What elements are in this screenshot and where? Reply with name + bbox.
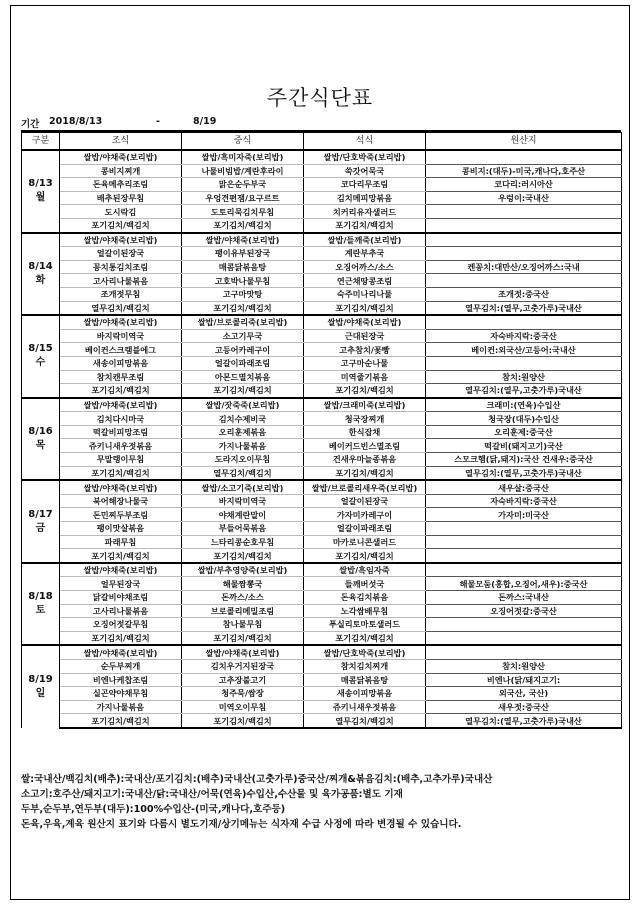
table-row (22, 205, 622, 219)
lunch-cell: 해물짬뽕국 (182, 577, 304, 591)
origin-cell: 떡갈비(돼지고기)국산 (426, 439, 622, 453)
day-of-week: 토 (35, 605, 46, 617)
origin-cell: 오징어젓갈:중국산 (426, 604, 622, 618)
day-of-week: 금 (35, 522, 46, 534)
breakfast-cell: 포기김치/백김치 (60, 549, 182, 563)
lunch-cell: 포기김치/백김치 (182, 301, 304, 315)
dinner-cell: 새송이피망볶음 (304, 687, 426, 701)
table-row (22, 714, 622, 728)
lunch-cell: 쌀밥/잣죽죽(보리밥) (182, 398, 304, 412)
dinner-cell: 베이커드빈스멸조림 (304, 439, 426, 453)
breakfast-cell: 도시락김 (60, 205, 182, 219)
table-row (22, 577, 622, 591)
menu-sheet (10, 5, 630, 900)
breakfast-cell: 꽁치통김치조림 (60, 260, 182, 274)
origin-cell (426, 205, 622, 219)
breakfast-cell: 쌀밥/야채죽(보리밥) (60, 563, 182, 577)
origin-cell: 자숙바지락:중국산 (426, 494, 622, 508)
origin-cell (426, 218, 622, 232)
dinner-cell: 쌀밥/크래미죽(보리밥) (304, 398, 426, 412)
day-cell (22, 398, 60, 481)
lunch-cell: 고추장불고기 (182, 673, 304, 687)
dinner-cell: 매콤닭볶음탕 (304, 673, 426, 687)
breakfast-cell: 파래무침 (60, 535, 182, 549)
breakfast-cell: 얼갈이된장국 (60, 247, 182, 261)
table-row (22, 687, 622, 701)
breakfast-cell: 쌀밥/야채죽(보리밥) (60, 315, 182, 329)
origin-cell: 외국산, 국산) (426, 687, 622, 701)
origin-cell: 참치:원양산 (426, 659, 622, 673)
breakfast-cell: 조개젓무침 (60, 287, 182, 301)
lunch-cell: 돈까스/소스 (182, 591, 304, 605)
table-row (22, 480, 622, 494)
table-row (22, 604, 622, 618)
period-start: 2018/8/13 (49, 116, 103, 127)
breakfast-cell: 고사리나물볶음 (60, 274, 182, 288)
lunch-cell: 맑은순두부국 (182, 178, 304, 192)
origin-cell: 오리훈제:중국산 (426, 425, 622, 439)
lunch-cell: 참나물무침 (182, 618, 304, 632)
lunch-cell: 아몬드멸치볶음 (182, 370, 304, 384)
table-row (22, 466, 622, 480)
origin-cell: 크래미:(연육)수입산 (426, 398, 622, 412)
day-date: 8/15 (28, 343, 53, 355)
origin-cell: 청국장(대두)수입산 (426, 412, 622, 426)
table-row (22, 439, 622, 453)
day-cell (22, 645, 60, 728)
origin-cell (426, 356, 622, 370)
day-cell (22, 150, 60, 233)
table-row (22, 233, 622, 247)
header-cell: 원산지 (426, 133, 622, 151)
lunch-cell: 포기김치/백김치 (182, 218, 304, 232)
lunch-cell: 얼갈이파래조림 (182, 356, 304, 370)
table-row (22, 287, 622, 301)
origin-cell (426, 315, 622, 329)
lunch-cell: 쌀밥/부추영양죽(보리밥) (182, 563, 304, 577)
dinner-cell: 얼갈이된장국 (304, 494, 426, 508)
breakfast-cell: 쥬키니새우젓볶음 (60, 439, 182, 453)
dinner-cell: 가자미카레구이 (304, 508, 426, 522)
lunch-cell: 매콤닭볶음탕 (182, 260, 304, 274)
origin-cell (426, 631, 622, 645)
table-row (22, 549, 622, 563)
origin-cell (426, 233, 622, 247)
origin-cell: 켄꽁치:대만산/오징어까스:국내 (426, 260, 622, 274)
day-of-week: 화 (35, 274, 46, 286)
table-row (22, 631, 622, 645)
breakfast-cell: 쌀밥/야채죽(보리밥) (60, 233, 182, 247)
header-cell: 구분 (22, 133, 60, 151)
dinner-cell: 참치김치찌개 (304, 659, 426, 673)
dinner-cell: 포기김치/백김치 (304, 384, 426, 398)
dinner-cell: 미역줄기볶음 (304, 370, 426, 384)
dinner-cell: 연근채땅콩조림 (304, 274, 426, 288)
table-row (22, 425, 622, 439)
breakfast-cell: 배추된장무침 (60, 191, 182, 205)
day-date: 8/14 (28, 260, 53, 272)
dinner-cell: 코다리무조림 (304, 178, 426, 192)
origin-cell: 열무김치:(열무,고춧가루)국내산 (426, 714, 622, 728)
origin-cell: 열무김치:(열무,고춧가루)국내산 (426, 384, 622, 398)
breakfast-cell: 포기김치/백김치 (60, 631, 182, 645)
table-row (22, 563, 622, 577)
note-line: 두부,순두부,연두부(대두):100%수입산-(미국,캐나다,호주등) (21, 804, 286, 815)
origin-cell: 조개젓:중국산 (426, 287, 622, 301)
breakfast-cell: 북어해장나물국 (60, 494, 182, 508)
dinner-cell: 계란부추국 (304, 247, 426, 261)
origin-cell (426, 618, 622, 632)
lunch-cell: 청주묵/쌈장 (182, 687, 304, 701)
lunch-cell: 고구마맛탕 (182, 287, 304, 301)
period-end: 8/19 (193, 116, 217, 127)
day-date: 8/18 (28, 591, 53, 603)
breakfast-cell: 김치다시마국 (60, 412, 182, 426)
breakfast-cell: 새송이피망볶음 (60, 356, 182, 370)
lunch-cell: 가지나물볶음 (182, 439, 304, 453)
day-date: 8/19 (28, 674, 53, 686)
table-row (22, 329, 622, 343)
table-row (22, 412, 622, 426)
lunch-cell: 쌀밥/브로콜리죽(보리밥) (182, 315, 304, 329)
dinner-cell: 오징어까스/소스 (304, 260, 426, 274)
table-row (22, 673, 622, 687)
lunch-cell: 나물비빔밥/계란후라이 (182, 164, 304, 178)
origin-cell: 스모크햄(닭,돼지):국산 건새우:중국산 (426, 453, 622, 467)
origin-cell (426, 563, 622, 577)
origin-cell (426, 150, 622, 164)
table-row (22, 384, 622, 398)
lunch-cell: 소고기무국 (182, 329, 304, 343)
day-date: 8/16 (28, 425, 53, 437)
dinner-cell: 포기김치/백김치 (304, 301, 426, 315)
breakfast-cell: 고사리나물볶음 (60, 604, 182, 618)
origin-cell: 코다리:러시아산 (426, 178, 622, 192)
dinner-cell: 숙주미나리나물 (304, 287, 426, 301)
table-row (22, 356, 622, 370)
breakfast-cell: 얼무된장국 (60, 577, 182, 591)
table-row (22, 591, 622, 605)
table-row (22, 508, 622, 522)
lunch-cell: 쌀밥/야채죽(보리밥) (182, 233, 304, 247)
note-line: 소고기:호주산/돼지고기:국내산/닭:국내산/어묵(연육)수입산,수산물 및 육가공품:별도 기재 (21, 789, 403, 800)
dinner-cell: 포기김치/백김치 (304, 631, 426, 645)
table-row (22, 398, 622, 412)
breakfast-cell: 포기김치/백김치 (60, 384, 182, 398)
dinner-cell: 고추참치/꽃빵 (304, 343, 426, 357)
origin-cell: 열무김치:(열무,고춧가루)국내산 (426, 301, 622, 315)
lunch-cell: 고호박나물무침 (182, 274, 304, 288)
breakfast-cell: 베이컨스크램블에그 (60, 343, 182, 357)
origin-cell (426, 522, 622, 536)
dinner-cell: 한식잡채 (304, 425, 426, 439)
table-row (22, 645, 622, 659)
table-row (22, 370, 622, 384)
table-row (22, 535, 622, 549)
origin-cell (426, 247, 622, 261)
dinner-cell: 청국장찌개 (304, 412, 426, 426)
origin-cell: 참치:원양산 (426, 370, 622, 384)
origin-cell: 비엔나(닭/돼지고기: (426, 673, 622, 687)
lunch-cell: 김치우거지된장국 (182, 659, 304, 673)
origin-cell: 자숙바지락:중국산 (426, 329, 622, 343)
dinner-cell: 얼갈이파래조림 (304, 522, 426, 536)
dinner-cell: 쌀밥/들깨죽(보리밥) (304, 233, 426, 247)
breakfast-cell: 포기김치/백김치 (60, 714, 182, 728)
origin-cell (426, 535, 622, 549)
dinner-cell: 마카로니콘샐러드 (304, 535, 426, 549)
dinner-cell: 쌀밥/브로콜리새우죽(보리밥) (304, 480, 426, 494)
table-row (22, 618, 622, 632)
weekly-menu-table (21, 132, 622, 729)
lunch-cell: 도토리묵김치무침 (182, 205, 304, 219)
lunch-cell: 우엉견편잼/요구르트 (182, 191, 304, 205)
breakfast-cell: 쌀밥/야채죽(보리밥) (60, 150, 182, 164)
origin-cell: 해물모둠(홍합,오징어,새우):중국산 (426, 577, 622, 591)
dinner-cell: 푸실리토마토샐러드 (304, 618, 426, 632)
origin-cell (426, 645, 622, 659)
lunch-cell: 포기김치/백김치 (182, 631, 304, 645)
breakfast-cell: 오징어젓갈무침 (60, 618, 182, 632)
table-row (22, 150, 622, 164)
notes (21, 772, 621, 832)
lunch-cell: 포기김치/백김치 (182, 714, 304, 728)
dinner-cell: 쌀밥/흑임자죽 (304, 563, 426, 577)
header-cell: 석식 (304, 133, 426, 151)
dinner-cell: 김치메피망볶음 (304, 191, 426, 205)
day-of-week: 일 (35, 688, 46, 700)
day-cell (22, 480, 60, 563)
breakfast-cell: 떡갈비피망조림 (60, 425, 182, 439)
lunch-cell: 오리훈제볶음 (182, 425, 304, 439)
table-row (22, 274, 622, 288)
lunch-cell: 브로콜리메밀조림 (182, 604, 304, 618)
breakfast-cell: 순두부찌개 (60, 659, 182, 673)
dinner-cell: 쌀밥/단호박죽(보리밥) (304, 150, 426, 164)
dinner-cell: 쥬키니새우젓볶음 (304, 700, 426, 714)
day-cell (22, 233, 60, 316)
breakfast-cell: 쌀밥/야채죽(보리밥) (60, 645, 182, 659)
lunch-cell: 느타리콩순호무침 (182, 535, 304, 549)
breakfast-cell: 쌀밥/야채죽(보리밥) (60, 480, 182, 494)
table-row (22, 164, 622, 178)
lunch-cell: 쌀밥/흑미자죽(보리밥) (182, 150, 304, 164)
lunch-cell: 미역오이무침 (182, 700, 304, 714)
day-cell (22, 315, 60, 398)
note-line: 돈육,우육,계육 원산지 표기와 다름시 별도기재/상기메뉴는 식자재 수급 사정에 따라 변경될 수 있습니다. (21, 819, 462, 830)
origin-cell: 콩비지:(대두)-미국,캐나다,호주산 (426, 164, 622, 178)
origin-cell: 베이컨:외국산/고등어:국내산 (426, 343, 622, 357)
breakfast-cell: 실곤약야채무침 (60, 687, 182, 701)
dinner-cell: 들깨버섯국 (304, 577, 426, 591)
breakfast-cell: 팽이맛살볶음 (60, 522, 182, 536)
header-cell: 중식 (182, 133, 304, 151)
origin-cell: 새우젓:중국산 (426, 700, 622, 714)
breakfast-cell: 쌀밥/야채죽(보리밥) (60, 398, 182, 412)
table-row (22, 178, 622, 192)
table-row (22, 522, 622, 536)
menu-body (22, 150, 622, 728)
breakfast-cell: 닭갈비야채조림 (60, 591, 182, 605)
lunch-cell: 쌀밥/야채죽(보리밥) (182, 645, 304, 659)
dinner-cell: 노각쌈배무침 (304, 604, 426, 618)
breakfast-cell: 무말랭이무침 (60, 453, 182, 467)
table-row (22, 659, 622, 673)
table-row (22, 260, 622, 274)
origin-cell: 우렁이:국내산 (426, 191, 622, 205)
origin-cell (426, 549, 622, 563)
lunch-cell: 포기김치/백김치 (182, 549, 304, 563)
day-of-week: 목 (35, 439, 46, 451)
day-of-week: 수 (35, 357, 46, 369)
page-title: 주간식단표 (266, 86, 374, 110)
breakfast-cell: 비엔나케찹조림 (60, 673, 182, 687)
table-row (22, 301, 622, 315)
breakfast-cell: 가지나물볶음 (60, 700, 182, 714)
day-date: 8/17 (28, 508, 53, 520)
table-row (22, 343, 622, 357)
lunch-cell: 고등어카레구이 (182, 343, 304, 357)
dinner-cell: 돈육김치볶음 (304, 591, 426, 605)
breakfast-cell: 콩비지찌개 (60, 164, 182, 178)
period-label: 기간 (21, 119, 40, 130)
origin-cell: 가자미:미국산 (426, 508, 622, 522)
origin-cell (426, 274, 622, 288)
origin-cell: 돈까스:국내산 (426, 591, 622, 605)
lunch-cell: 열무김치/백김치 (182, 466, 304, 480)
lunch-cell: 쌀밥/소고기죽(보리밥) (182, 480, 304, 494)
dinner-cell: 포기김치/백김치 (304, 218, 426, 232)
dinner-cell: 건새우마늘종볶음 (304, 453, 426, 467)
table-row (22, 453, 622, 467)
table-row (22, 218, 622, 232)
table-row (22, 700, 622, 714)
dinner-cell: 고구마순나물 (304, 356, 426, 370)
breakfast-cell: 돈민찌두부조림 (60, 508, 182, 522)
breakfast-cell: 돈육메추리조림 (60, 178, 182, 192)
lunch-cell: 바지락미역국 (182, 494, 304, 508)
day-cell (22, 563, 60, 646)
breakfast-cell: 바지락미역국 (60, 329, 182, 343)
lunch-cell: 김치수제비국 (182, 412, 304, 426)
breakfast-cell: 포기김치/백김치 (60, 466, 182, 480)
table-row (22, 191, 622, 205)
lunch-cell: 도라지오이무침 (182, 453, 304, 467)
day-of-week: 월 (35, 192, 46, 204)
dinner-cell: 포기김치/백김치 (304, 549, 426, 563)
table-row (22, 494, 622, 508)
lunch-cell: 부들어묵볶음 (182, 522, 304, 536)
dinner-cell: 치커리유자샐러드 (304, 205, 426, 219)
breakfast-cell: 열무김치/백김치 (60, 301, 182, 315)
day-date: 8/13 (28, 178, 53, 190)
note-line: 쌀:국내산/백김치(배추):국내산/포기김치:(배추)국내산(고춧가루)중국산/찌개&볶음김치:(배추,고추가루)국내산 (21, 774, 493, 785)
breakfast-cell: 참치캔무조림 (60, 370, 182, 384)
dinner-cell: 쑥갓어묵국 (304, 164, 426, 178)
period-dash: - (156, 116, 160, 127)
origin-cell: 열무김치:(열무,고춧가루)국내산 (426, 466, 622, 480)
table-row (22, 247, 622, 261)
lunch-cell: 팽이유부된장국 (182, 247, 304, 261)
dinner-cell: 근대된장국 (304, 329, 426, 343)
dinner-cell: 열무김치/백김치 (304, 714, 426, 728)
dinner-cell: 쌀밥/단호박죽(보리밥) (304, 645, 426, 659)
header-row (22, 133, 622, 151)
table-row (22, 315, 622, 329)
breakfast-cell: 포기김치/백김치 (60, 218, 182, 232)
period-line (21, 116, 621, 132)
lunch-cell: 야채계란말이 (182, 508, 304, 522)
lunch-cell: 포기김치/백김치 (182, 384, 304, 398)
header-cell: 조식 (60, 133, 182, 151)
dinner-cell: 포기김치/백김치 (304, 466, 426, 480)
dinner-cell: 쌀밥/야채죽(보리밥) (304, 315, 426, 329)
origin-cell: 새우살:중국산 (426, 480, 622, 494)
